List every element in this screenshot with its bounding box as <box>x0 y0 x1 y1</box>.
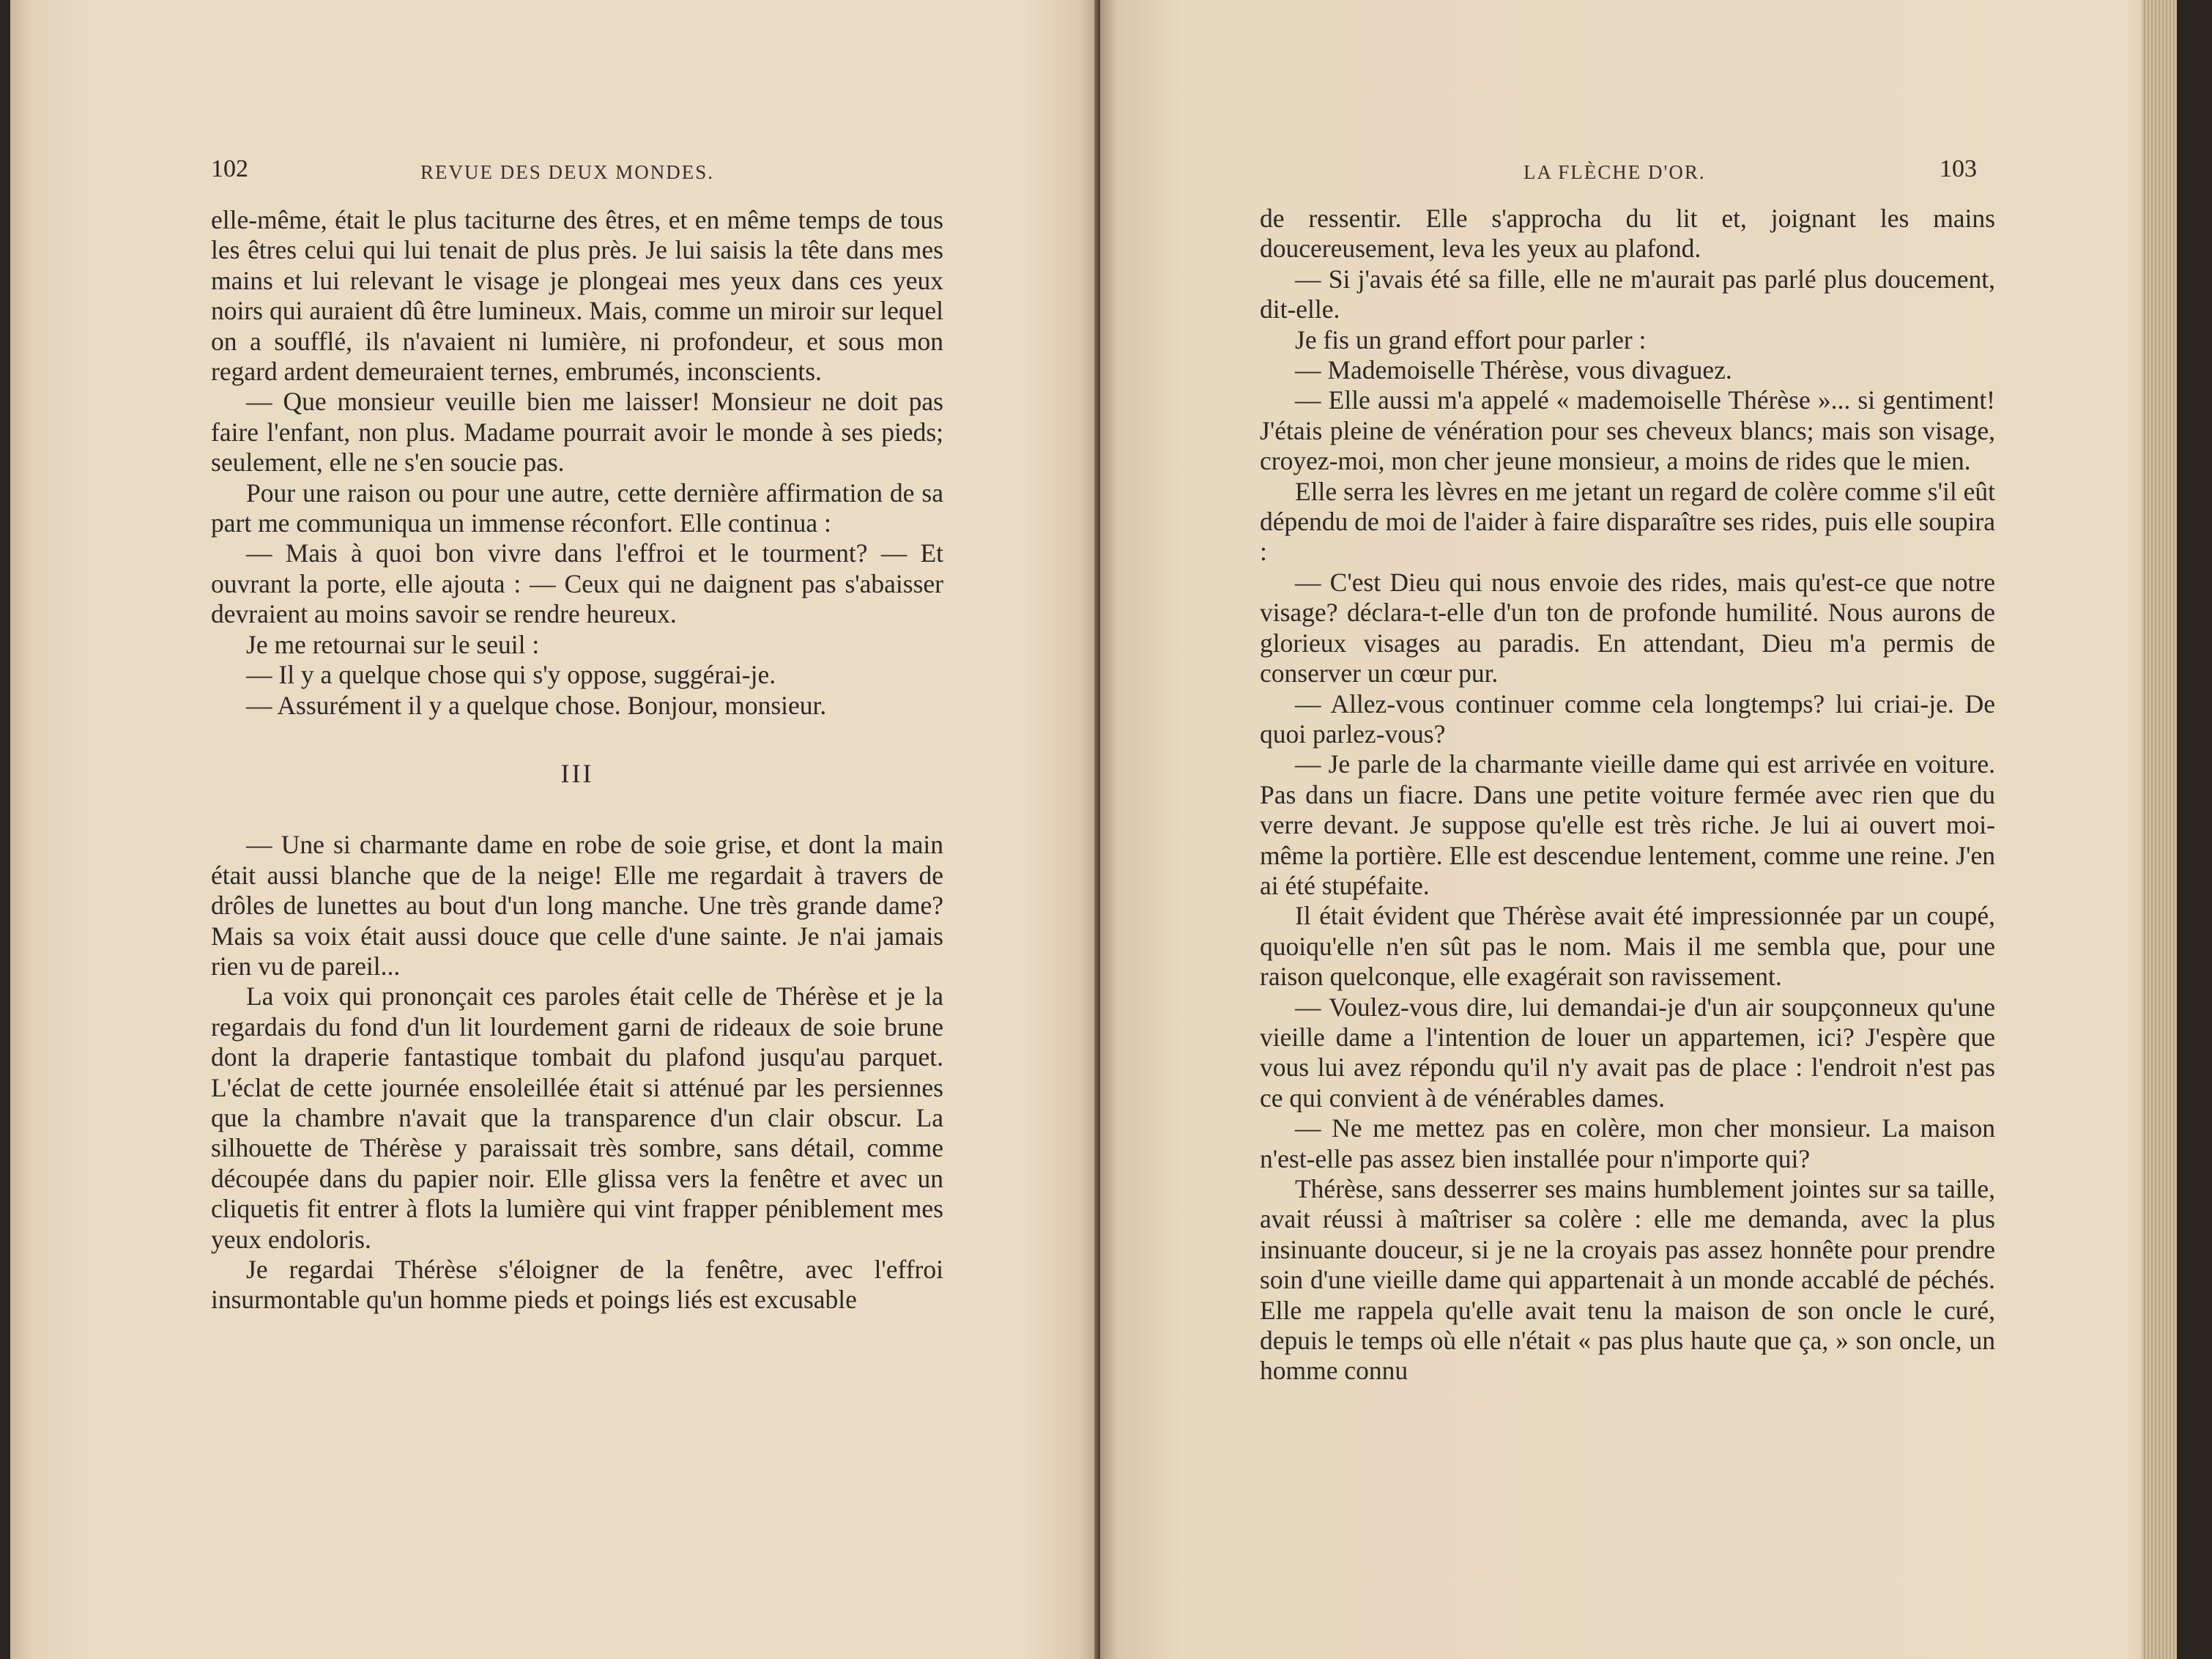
paragraph: — Assurément il y a quelque chose. Bonjour, monsieur. <box>246 690 827 720</box>
paragraph: Je me retournai sur le seuil : <box>246 629 540 659</box>
paragraph: La voix qui prononçait ces paroles était celle de Thérèse et je la regardais du fond d'un lit lourdement garni de rideaux de soie brune dont la draperie fantastique tombait du plafond jusqu'au parquet. L'éclat de cette journée ensoleillée était si atténué par les persiennes que la chambre n'avait que la transparence d'un clair obscur. La silhouette de Thérèse y paraissait très sombre, sans détail, comme découpée dans du papier noir. Elle glissa vers la fenêtre et avec un cliquetis fit entrer à flots la lumière qui vint frapper péniblement mes yeux endoloris. <box>211 981 943 1254</box>
page-number: 102 <box>211 155 248 182</box>
left-page <box>10 0 1100 1659</box>
paragraph: — Une si charmante dame en robe de soie grise, et dont la main était aussi blanche que de la neige! Elle me regardait à travers de drôles de lunettes au bout d'un long manche. Une très grande dame? Mais sa voix était aussi douce que celle d'une sainte. Je n'ai jamais rien vu de pareil... <box>211 830 943 981</box>
body-text <box>211 205 943 1315</box>
right-page <box>1100 0 2177 1659</box>
paragraph: — Que monsieur veuille bien me laisser! Monsieur ne doit pas faire l'enfant, non plus. Madame pourrait avoir le monde à ses pieds; seulement, elle ne s'en soucie pas. <box>211 387 943 478</box>
paragraph: — Je parle de la charmante vieille dame qui est arrivée en voiture. Pas dans un fiacre. Dans une petite voiture fermée avec rien que du verre devant. Je suppose qu'elle est très riche. Je lui ai ouvert moi-même la portière. Elle est descendue lentement, comme une reine. J'en ai été stupéfaite. <box>1260 749 1995 900</box>
paragraph: — Allez-vous continuer comme cela longtemps? lui criai-je. De quoi parlez-vous? <box>1260 689 1995 749</box>
paragraph: Je regardai Thérèse s'éloigner de la fenêtre, avec l'effroi insurmontable qu'un homme pieds et poings liés est excusable <box>211 1255 943 1315</box>
paragraph: Thérèse, sans desserrer ses mains humblement jointes sur sa taille, avait réussi à maîtriser sa colère : elle me demanda, avec la plus insinuante douceur, si je ne la croyais pas assez honnête pour prendre soin d'une vieille dame qui appartenait à un monde accablé de péchés. Elle me rappela qu'elle avait tenu la maison de son oncle le curé, depuis le temps où elle n'était « pas plus haute que ça, » son oncle, un homme connu <box>1260 1174 1995 1386</box>
paragraph: — C'est Dieu qui nous envoie des rides, mais qu'est-ce que notre visage? déclara-t-elle d'un ton de profonde humilité. Nous aurons de glorieux visages au paradis. En attendant, Dieu m'a permis de conserver un cœur pur. <box>1260 567 1995 689</box>
page-number: 103 <box>1940 155 1977 182</box>
section-heading: III <box>560 758 594 788</box>
paragraph: — Mais à quoi bon vivre dans l'effroi et le tourment? — Et ouvrant la porte, elle ajouta : — Ceux qui ne daignent pas s'abaisser devraient au moins savoir se rendre heureux. <box>211 538 943 629</box>
paragraph: Pour une raison ou pour une autre, cette dernière affirmation de sa part me communiqua un immense réconfort. Elle continua : <box>211 478 943 538</box>
paragraph: — Il y a quelque chose qui s'y oppose, suggérai-je. <box>246 660 776 690</box>
paragraph: Je fis un grand effort pour parler : <box>1295 324 1647 355</box>
running-head: REVUE DES DEUX MONDES. <box>420 161 714 183</box>
paragraph: — Ne me mettez pas en colère, mon cher monsieur. La maison n'est-elle pas assez bien installée pour n'importe qui? <box>1260 1113 1995 1173</box>
paragraph: de ressentir. Elle s'approcha du lit et, joignant les mains doucereusement, leva les yeux au plafond. <box>1260 204 1995 264</box>
page-edge <box>2142 0 2177 1659</box>
paragraph: elle-même, était le plus taciturne des êtres, et en même temps de tous les êtres celui qui lui tenait de plus près. Je lui saisis la tête dans mes mains et lui relevant le visage je plongeai mes yeux dans ces yeux noirs qui auraient dû être lumineux. Mais, comme un miroir sur lequel on a soufflé, ils n'avaient ni lumière, ni profondeur, et sous mon regard ardent demeuraient ternes, embrumés, inconscients. <box>211 205 943 387</box>
paragraph: — Mademoiselle Thérèse, vous divaguez. <box>1295 355 1732 385</box>
paragraph: Elle serra les lèvres en me jetant un regard de colère comme s'il eût dépendu de moi de l'aider à faire disparaître ses rides, puis elle soupira : <box>1260 476 1995 567</box>
running-head: LA FLÈCHE D'OR. <box>1523 161 1706 183</box>
paragraph: — Voulez-vous dire, lui demandai-je d'un air soupçonneux qu'une vieille dame a l'intention de louer un appartemen, ici? J'espère que vous lui avez répondu qu'il n'y avait pas de place : l'endroit n'est pas ce qui convient à de vénérables dames. <box>1260 992 1995 1113</box>
paragraph: Il était évident que Thérèse avait été impressionnée par un coupé, quoiqu'elle n'en sût pas le nom. Mais il me sembla que, pour une raison quelconque, elle exagérait son ravissement. <box>1260 901 1995 992</box>
paragraph: — Elle aussi m'a appelé « mademoiselle Thérèse »... si gentiment! J'étais pleine de vénération pour ses cheveux blancs; mais son visage, croyez-moi, mon cher jeune monsieur, a moins de rides que le mien. <box>1260 385 1995 476</box>
body-text <box>1260 204 1995 1387</box>
paragraph: — Si j'avais été sa fille, elle ne m'aurait pas parlé plus doucement, dit-elle. <box>1260 264 1995 324</box>
